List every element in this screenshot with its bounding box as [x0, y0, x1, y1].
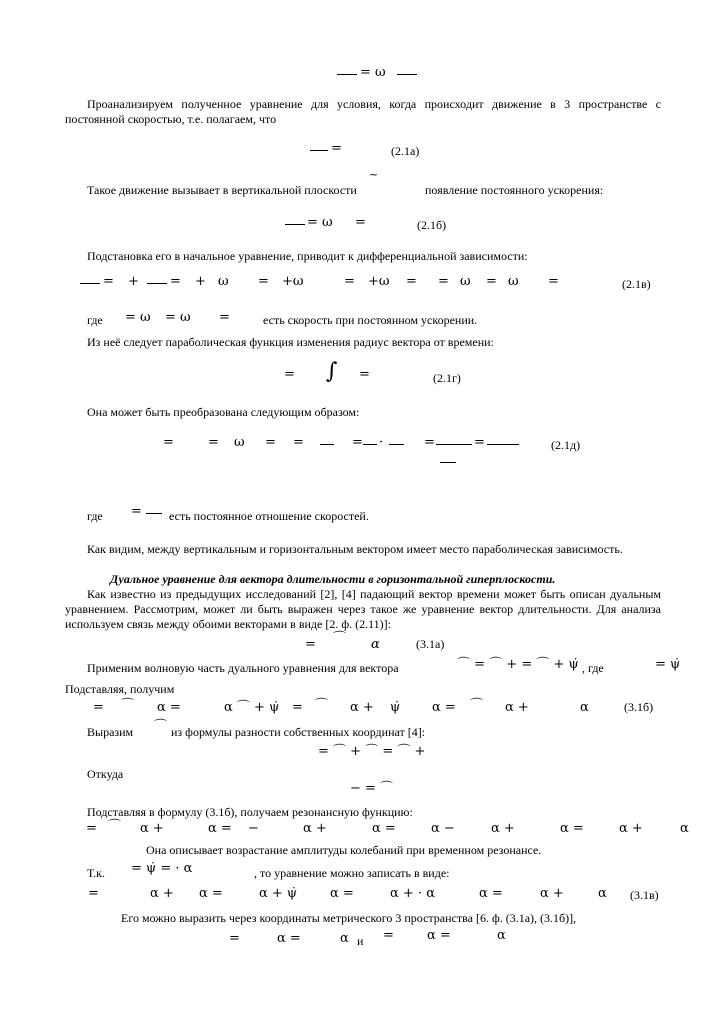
- equation-2-1d-term: ·: [379, 435, 384, 450]
- paragraph-2-right: появление постоянного ускорения:: [425, 183, 604, 197]
- equation-inline: ⌒ = ⌒ + = ⌒ + ψ̇: [457, 657, 579, 672]
- paragraph-5: Из неё следует параболическая функция изменения радиус вектора от времени:: [87, 335, 494, 349]
- fraction-bar: [147, 283, 167, 284]
- conjunction-and: и: [357, 934, 364, 948]
- equation-resonance-term: α =: [560, 821, 584, 836]
- equation-inline: = ω: [125, 310, 151, 325]
- paragraph-4-text: есть скорость при постоянном ускорении.: [263, 313, 478, 327]
- equation-3-1b-term: ⌒: [470, 698, 484, 713]
- equation-2-1b-part2: =: [355, 215, 366, 230]
- fraction-bar: [146, 513, 162, 514]
- fraction-bar: [436, 444, 472, 445]
- equation-number-2-1d: (2.1д): [551, 438, 581, 452]
- equation-3-1b-term: α +: [350, 700, 374, 715]
- paragraph-12-right: из формулы разности собственных координат [4]:: [171, 725, 426, 739]
- equation-2-1a: =: [331, 141, 342, 156]
- paragraph-11: Подставляя, получим: [65, 682, 175, 696]
- equation-number-2-1g: (2.1г): [433, 371, 461, 385]
- equation-number-3-1a: (3.1а): [416, 637, 445, 651]
- equation-2-1b-part1: = ω: [307, 215, 333, 230]
- equation-resonance-term: α =: [372, 821, 396, 836]
- paragraph-3: Подстановка его в начальное уравнение, приводит к дифференциальной зависимости:: [87, 249, 528, 263]
- tilde-mark: ~: [369, 168, 379, 181]
- equation-3-1b-term: α: [580, 700, 589, 715]
- paragraph-10-gde: , где: [582, 661, 604, 675]
- equation-top: = ω: [360, 65, 386, 80]
- equation-3-1v-term: α +: [540, 886, 564, 901]
- equation-2-1g-eq: =: [284, 367, 295, 382]
- equation-2-1g-eq: =: [359, 367, 370, 382]
- equation-2-1v-term: =: [170, 274, 181, 289]
- equation-2-1d-term: =: [352, 435, 363, 450]
- equation-3-1v-term: α + · α: [390, 886, 435, 901]
- fraction-bar: [80, 283, 100, 284]
- paragraph-14: Подставляя в формулу (3.1б), получаем резонансную функцию:: [87, 805, 413, 819]
- equation-3-1b-term: ⌒: [121, 698, 135, 713]
- equation-2-1d-term: =: [208, 435, 219, 450]
- equation-number-2-1a: (2.1а): [391, 144, 420, 158]
- equation-2-1v-term: =: [548, 274, 559, 289]
- fraction-bar: [397, 74, 417, 75]
- equation-2-1v-term: +ω: [368, 274, 390, 289]
- equation-2-1v-term: =: [486, 274, 497, 289]
- arc-mark: ⌒: [333, 631, 347, 646]
- equation-resonance-term: α −: [431, 821, 455, 836]
- equation-inline: =: [131, 504, 142, 519]
- equation-number-2-1v: (2.1в): [622, 277, 651, 291]
- equation-2-1v-term: =: [344, 274, 355, 289]
- equation-number-2-1b: (2.1б): [417, 218, 447, 232]
- equation-last-term: α: [340, 931, 349, 946]
- paragraph-4-gde: где: [87, 313, 103, 327]
- equation-2-1v-term: =: [258, 274, 269, 289]
- integral-sign: ∫: [326, 359, 338, 384]
- equation-2-1v-term: ω: [508, 274, 519, 289]
- equation-2-1v-term: +: [195, 274, 206, 289]
- equation-inline: =: [219, 310, 230, 325]
- paragraph-16-tk: Т.к.: [87, 866, 105, 880]
- equation-3-1b-term: α =: [157, 700, 181, 715]
- paragraph-13: Откуда: [87, 767, 124, 781]
- equation-3-1v-term: α =: [479, 886, 503, 901]
- equation-coordinates: = ⌒ + ⌒ = ⌒ +: [318, 744, 426, 759]
- equation-number-3-1v: (3.1в): [630, 888, 659, 902]
- equation-resonance-term: α =: [208, 821, 232, 836]
- equation-3-1v-term: α: [598, 886, 607, 901]
- equation-2-1d-term: =: [163, 435, 174, 450]
- fraction-bar: [487, 444, 519, 445]
- equation-3-1a-eq: =: [305, 637, 316, 652]
- equation-2-1d-term: =: [293, 435, 304, 450]
- fraction-bar: [320, 444, 334, 445]
- equation-otkuda: − = ⌒: [350, 781, 394, 796]
- equation-3-1v-term: α +: [150, 886, 174, 901]
- equation-2-1d-term: =: [265, 435, 276, 450]
- fraction-bar: [389, 444, 404, 445]
- equation-last-term: α: [497, 928, 506, 943]
- paragraph-6: Она может быть преобразована следующим образом:: [87, 405, 360, 419]
- equation-2-1v-term: +ω: [282, 274, 304, 289]
- equation-3-1b-term: α =: [432, 700, 456, 715]
- equation-inline: = ψ̇: [655, 657, 681, 672]
- fraction-bar: [285, 224, 305, 225]
- arc-mark: ⌒: [154, 719, 168, 734]
- paragraph-16-text: , то уравнение можно записать в виде:: [254, 866, 450, 880]
- paragraph-15: Она описывает возрастание амплитуды колебаний при временном резонансе.: [146, 843, 542, 857]
- paragraph-9: Как известно из предыдущих исследований [2], [4] падающий вектор времени может быть описан дуальным уравнением. Рассмотрим, может ли быть выражен через такое же уравнение вектор длительности. Для анализа используем связь между обоими векторами в виде [2. ф. (2.11)]:: [65, 587, 661, 631]
- fraction-bar: [337, 74, 357, 75]
- paragraph-7-gde: где: [87, 509, 103, 523]
- paragraph-1: Проанализируем полученное уравнение для условия, когда происходит движение в 3 пространстве с постоянной скоростью, т.е. полагаем, что: [65, 97, 661, 126]
- equation-resonance-term: α: [680, 821, 689, 836]
- equation-last-term: =: [229, 931, 240, 946]
- equation-3-1b-term: ⌒: [315, 698, 329, 713]
- equation-3-1v-term: α =: [330, 886, 354, 901]
- equation-3-1v-term: α =: [199, 886, 223, 901]
- alpha-symbol: α: [371, 637, 380, 652]
- equation-resonance-term: −: [248, 821, 259, 836]
- equation-2-1v-term: ω: [460, 274, 471, 289]
- section-heading: Дуальное уравнение для вектора длительности в горизонтальной гиперплоскости.: [110, 572, 556, 586]
- fraction-bar: [310, 150, 328, 151]
- paragraph-12-left: Выразим: [87, 725, 134, 739]
- equation-resonance-term: ⌒: [108, 819, 122, 834]
- equation-3-1b-term: ψ̇: [390, 700, 401, 715]
- equation-2-1v-term: =: [406, 274, 417, 289]
- equation-resonance-term: α +: [619, 821, 643, 836]
- equation-3-1b-term: =: [292, 700, 303, 715]
- equation-2-1d-term: =: [424, 435, 435, 450]
- paragraph-2-left: Такое движение вызывает в вертикальной плоскости: [87, 183, 357, 197]
- equation-3-1b-term: α +: [505, 700, 529, 715]
- equation-last-term: α =: [427, 928, 451, 943]
- fraction-bar: [440, 462, 456, 463]
- equation-3-1v-term: =: [88, 886, 99, 901]
- equation-resonance-term: =: [86, 821, 97, 836]
- equation-inline: = ψ̇ = · α: [131, 861, 193, 876]
- equation-resonance-term: α +: [140, 821, 164, 836]
- equation-2-1d-term: =: [474, 435, 485, 450]
- equation-2-1d-term: ω: [234, 435, 245, 450]
- equation-resonance-term: α +: [303, 821, 327, 836]
- paragraph-17: Его можно выразить через координаты метрического 3 пространства [6. ф. (3.1а), (3.1б)],: [121, 911, 577, 925]
- equation-resonance-term: α +: [491, 821, 515, 836]
- equation-3-1v-term: α + ψ̇: [259, 886, 298, 901]
- equation-2-1v-term: ω: [218, 274, 229, 289]
- paragraph-7-text: есть постоянное отношение скоростей.: [169, 509, 369, 523]
- equation-last-term: α =: [277, 931, 301, 946]
- equation-2-1v-term: +: [128, 274, 139, 289]
- equation-2-1v-term: =: [103, 274, 114, 289]
- equation-2-1v-term: =: [438, 274, 449, 289]
- equation-inline: = ω: [165, 310, 191, 325]
- equation-3-1b-term: =: [93, 700, 104, 715]
- equation-3-1b-term: α ⌒ + ψ̇: [224, 700, 280, 715]
- fraction-bar: [363, 444, 377, 445]
- paragraph-8: Как видим, между вертикальным и горизонтальным вектором имеет место параболическая зависимость.: [87, 542, 623, 556]
- equation-last-term: =: [383, 928, 394, 943]
- equation-number-3-1b: (3.1б): [624, 700, 654, 714]
- paragraph-10-left: Применим волновую часть дуального уравнения для вектора: [87, 661, 399, 675]
